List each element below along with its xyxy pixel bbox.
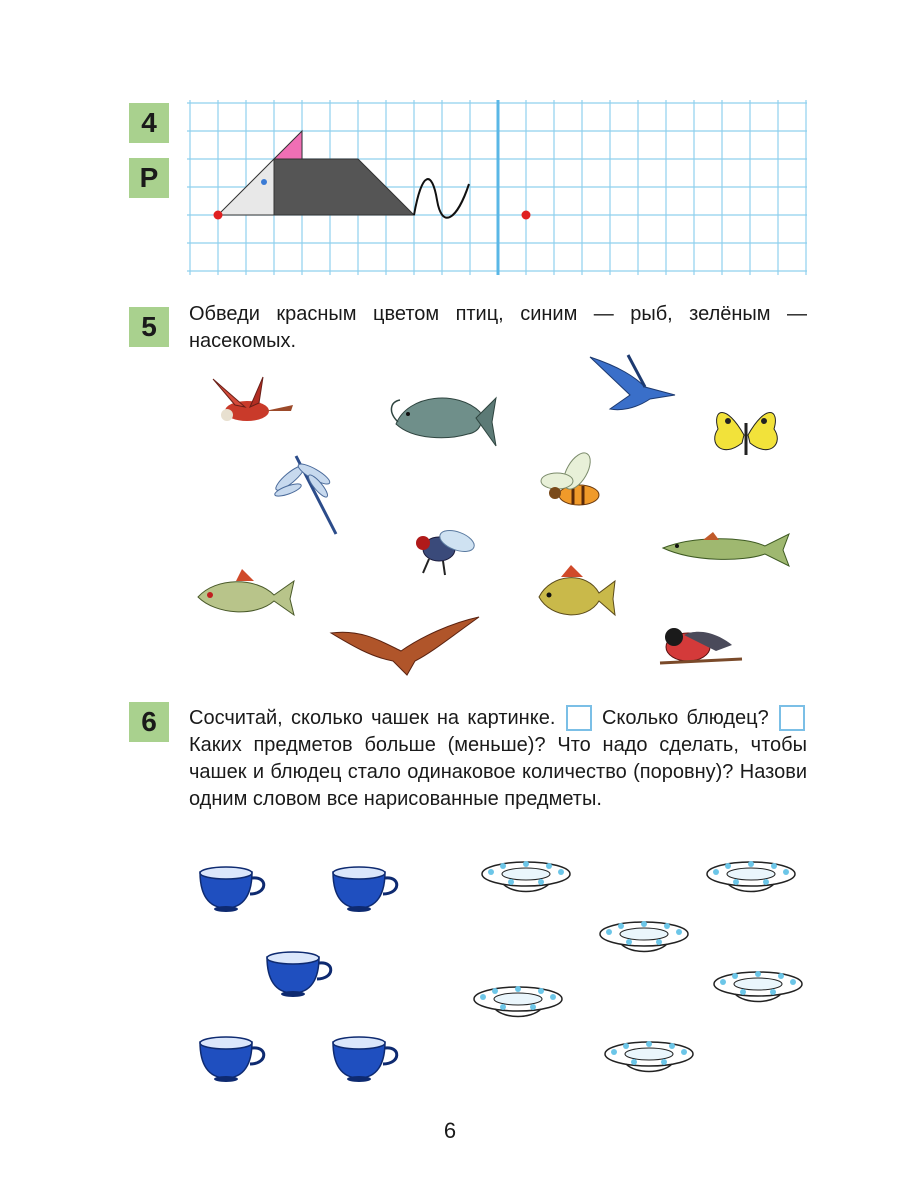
task-5-number: 5 [129,307,169,347]
task-5-text: Обведи красным цветом птиц, синим — рыб, зелёным — насекомых. [189,303,807,352]
saucer-icon[interactable] [474,986,562,1017]
crucian-icon[interactable] [537,563,617,623]
bee-icon[interactable] [533,447,613,517]
dragonfly-icon[interactable] [276,450,346,540]
task-6-text-part1: Сосчитай, сколько чашек на картинке. [189,707,556,729]
task-6-text-part2: Сколько блюдец? [601,707,769,729]
saucer-icon[interactable] [482,861,570,892]
saucer-icon[interactable] [600,921,688,952]
start-dot-left [214,211,223,220]
cups-and-saucers [0,840,900,1120]
cup-icon[interactable] [333,1037,397,1082]
cup-icon[interactable] [200,867,264,912]
task-4-marker: Р [129,158,169,198]
cup-icon[interactable] [200,1037,264,1082]
saucer-icon[interactable] [714,971,802,1002]
saucer-icon[interactable] [707,861,795,892]
task-4-number: 4 [129,103,169,143]
cups-answer-box[interactable] [566,705,592,731]
page-number: 6 [443,1118,457,1143]
butterfly-icon[interactable] [706,399,786,469]
cup-icon[interactable] [267,952,331,997]
saucer-icon[interactable] [605,1041,693,1072]
mouse-figure [218,131,469,218]
cup-icon[interactable] [333,867,397,912]
saucers-answer-box[interactable] [779,705,805,731]
task-6-text-part3: Каких предметов больше (меньше)? Что надо сделать, чтобы чашек и блюдец стало одинаковое количество (поровну)? Назови одним словом все нарисованные предметы. [189,734,807,810]
fly-icon[interactable] [409,517,479,577]
pike-icon[interactable] [663,530,791,570]
start-dot-right [522,211,531,220]
drawing-grid[interactable] [187,100,807,275]
catfish-icon[interactable] [388,382,498,452]
task-6-number: 6 [129,702,169,742]
eagle-icon[interactable] [331,617,481,677]
bird-icon[interactable] [205,373,295,433]
swallow-icon[interactable] [590,347,680,417]
task-6-text [189,705,807,813]
roach-icon[interactable] [196,567,296,622]
bullfinch-icon[interactable] [660,621,742,669]
